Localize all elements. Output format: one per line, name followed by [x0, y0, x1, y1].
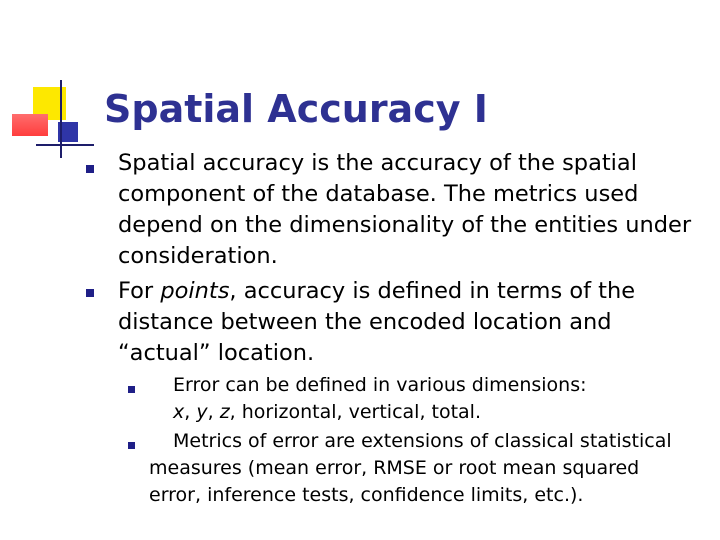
x-var: x: [173, 401, 185, 423]
bullet-2-before: For: [118, 278, 161, 304]
bullet-2-italic: points: [160, 278, 230, 304]
subbullet-text-1: [149, 372, 689, 426]
subbullet-1-rest: , horizontal, vertical, total.: [229, 401, 482, 423]
subbullet-square-icon: [128, 386, 135, 393]
slide-logo-decoration: [0, 0, 110, 170]
bullet-2-after: , accuracy is defined in terms of the distance between the encoded location and “actual” location.: [118, 278, 636, 366]
y-var: y: [196, 401, 208, 423]
subbullet-text-2: [149, 428, 689, 509]
subbullet-1-line2: [149, 399, 689, 426]
bullet-square-icon: [86, 289, 94, 297]
z-var: z: [219, 401, 230, 423]
logo-horizontal-line: [36, 144, 94, 146]
bullet-text-2: [118, 276, 708, 369]
sep-2: ,: [207, 401, 220, 423]
subbullet-1-line1: Error can be defined in various dimensions:: [173, 374, 587, 396]
subbullet-2-text: Metrics of error are extensions of classical statistical measures (mean error, RMSE or root mean squared error, inference tests, confidence limits, etc.).: [149, 430, 672, 506]
logo-vertical-line: [60, 80, 62, 158]
sep-1: ,: [184, 401, 197, 423]
bullet-square-icon: [86, 165, 94, 173]
logo-red-square: [12, 114, 48, 136]
slide-title: Spatial Accuracy I: [104, 87, 488, 131]
subbullet-square-icon: [128, 442, 135, 449]
bullet-text-1: Spatial accuracy is the accuracy of the spatial component of the database. The metrics used depend on the dimensionality of the entities under consideration.: [118, 150, 692, 269]
